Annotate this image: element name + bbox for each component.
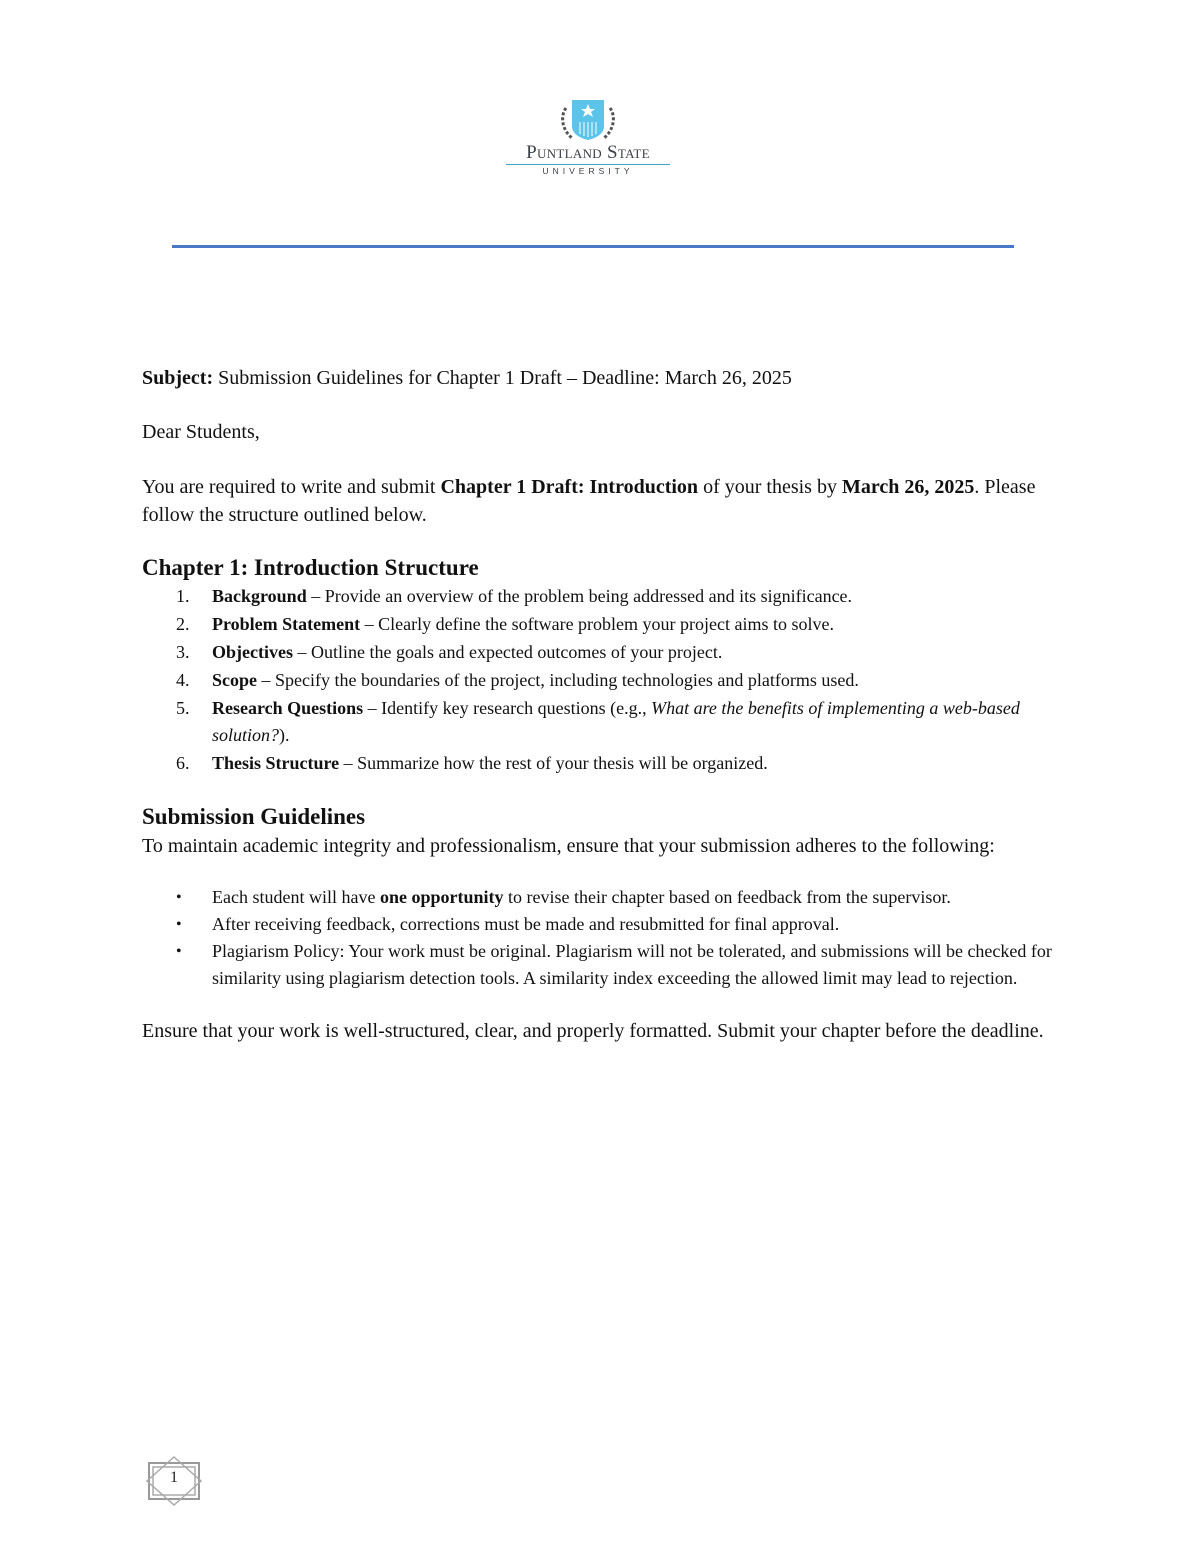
list-item xyxy=(142,884,1062,911)
guidelines-heading: Submission Guidelines xyxy=(142,804,366,829)
bullet-icon: • xyxy=(176,889,182,906)
list-item xyxy=(142,750,1062,777)
list-item xyxy=(142,611,1062,638)
greeting: Dear Students, xyxy=(142,421,260,443)
list-number: 1. xyxy=(176,586,190,606)
list-desc: – Outline the goals and expected outcomes of your project. xyxy=(292,642,723,662)
closing-paragraph: Ensure that your work is well-structured, clear, and properly formatted. Submit your chapter before the deadline. xyxy=(142,1020,1044,1042)
rule-text-post: to revise their chapter based on feedback from the supervisor. xyxy=(503,887,951,907)
intro-text-pre: You are required to write and submit xyxy=(142,476,441,498)
rule-text: After receiving feedback, corrections must be made and resubmitted for final approval. xyxy=(212,914,840,934)
bullet-icon: • xyxy=(176,916,182,933)
list-desc-tail: ). xyxy=(279,725,290,745)
intro-deadline: March 26, 2025 xyxy=(841,476,975,498)
list-number: 6. xyxy=(176,753,190,773)
subject-label: Subject: xyxy=(142,367,214,389)
logo-rule xyxy=(506,164,670,165)
intro-text-mid: of your thesis by xyxy=(698,476,842,498)
page-number: 1 xyxy=(170,1469,178,1486)
subject-line xyxy=(142,364,1062,392)
rule-text-pre: Each student will have xyxy=(212,887,380,907)
letter-body xyxy=(142,364,1062,1045)
list-desc: – Specify the boundaries of the project, including technologies and platforms used. xyxy=(257,670,859,690)
structure-list xyxy=(142,583,1062,777)
rule-emphasis: one opportunity xyxy=(379,887,504,907)
intro-chapter-title: Chapter 1 Draft: Introduction xyxy=(440,476,699,498)
list-term: Thesis Structure xyxy=(212,753,340,773)
logo-name: Puntland State xyxy=(526,142,650,163)
guidelines-intro: To maintain academic integrity and professionalism, ensure that your submission adheres to the following: xyxy=(142,835,995,857)
list-desc: – Summarize how the rest of your thesis will be organized. xyxy=(339,753,768,773)
list-desc: – Provide an overview of the problem being addressed and its significance. xyxy=(306,586,853,606)
list-desc: – Clearly define the software problem your project aims to solve. xyxy=(360,614,835,634)
list-number: 4. xyxy=(176,670,190,690)
guidelines-list xyxy=(142,884,1062,992)
list-term: Objectives xyxy=(212,642,293,662)
structure-heading: Chapter 1: Introduction Structure xyxy=(142,555,479,580)
subject-text: Submission Guidelines for Chapter 1 Draft – Deadline: March 26, 2025 xyxy=(213,367,792,389)
list-example: What are the benefits of implementing a web-based solution? xyxy=(212,698,1020,745)
university-crest-icon xyxy=(558,98,618,144)
list-item xyxy=(142,639,1062,666)
list-term: Problem Statement xyxy=(212,614,361,634)
list-desc: – Identify key research questions (e.g., xyxy=(363,698,652,718)
list-item xyxy=(142,667,1062,694)
list-item xyxy=(142,911,1062,938)
list-item xyxy=(142,583,1062,610)
page-number-badge xyxy=(143,1455,205,1507)
intro-text-post: . Please follow the structure outlined below. xyxy=(142,476,1036,526)
intro-paragraph xyxy=(142,473,1062,529)
bullet-icon: • xyxy=(176,943,182,960)
list-term: Scope xyxy=(212,670,257,690)
header-divider xyxy=(172,245,1014,248)
list-number: 3. xyxy=(176,642,190,662)
rule-text: Plagiarism Policy: Your work must be original. Plagiarism will not be tolerated, and submissions will be checked for similarity using plagiarism detection tools. A similarity index exceeding the allowed limit may lead to rejection. xyxy=(212,941,1052,988)
list-item xyxy=(142,938,1062,992)
list-item xyxy=(142,695,1062,749)
list-term: Background xyxy=(212,586,307,606)
list-number: 5. xyxy=(176,698,190,718)
logo-subtitle: UNIVERSITY xyxy=(542,166,634,176)
list-number: 2. xyxy=(176,614,190,634)
university-logo xyxy=(500,98,676,182)
list-term: Research Questions xyxy=(212,698,364,718)
